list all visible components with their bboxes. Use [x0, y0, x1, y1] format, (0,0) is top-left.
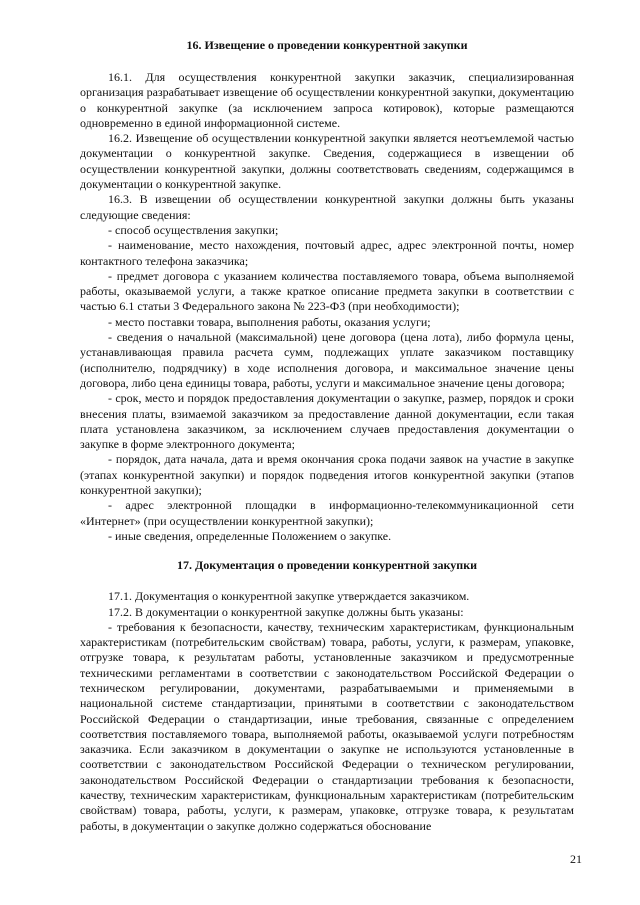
list-item-delivery-place: - место поставки товара, выполнения работы, оказания услуги; [108, 314, 431, 329]
paragraph-16-2: 16.2. Извещение об осуществлении конкурентной закупки является неотъемлемой частью документации о конкурентной закупке. Сведения, содержащиеся в извещении об осуществлении конкурентной закупки, должны соответствовать сведениям, содержащимся в документации о конкурентной закупке. [80, 131, 574, 192]
list-item-other-info: - иные сведения, определенные Положением о закупке. [108, 528, 392, 543]
section-17-title: 17. Документация о проведении конкурентной закупки [176, 558, 478, 573]
list-item-contract-subject: - предмет договора с указанием количества поставляемого товара, объема выполняемой работы, оказываемой услуги, а также краткое описание предмета закупки в соответствии с частью 6.1 статьи 3 Федерального закона № 223-ФЗ (при необходимости); [80, 268, 574, 314]
list-item-initial-price: - сведения о начальной (максимальной) цене договора (цена лота), либо формула цены, устанавливающая правила расчета сумм, подлежащих уплате заказчиком поставщику (исполнителю, подрядчику) в ходе исполнения договора, и максимальное значение цены договора, либо цена единицы товара, работы, услуги и максимальное значение цены договора; [80, 330, 574, 390]
section-16-title: 16. Извещение о проведении конкурентной закупки [186, 38, 468, 52]
paragraph-17-1: 17.1. Документация о конкурентной закупке утверждается заказчиком. [108, 589, 470, 604]
section-16-body [80, 70, 574, 544]
section-17-body [80, 589, 574, 834]
list-item-documentation-terms: - срок, место и порядок предоставления документации о закупке, размер, порядок и сроки внесения платы, взимаемой заказчиком за предоставление данной документации, если такая плата установлена заказчиком, за исключением случаев предоставления документации о закупке в форме электронного документа; [80, 391, 574, 452]
paragraph-16-3: 16.3. В извещении об осуществлении конкурентной закупки должны быть указаны следующие сведения: [80, 192, 574, 222]
list-item-customer-contacts: - наименование, место нахождения, почтовый адрес, адрес электронной почты, номер контактного телефона заказчика; [80, 238, 574, 268]
paragraph-17-2: 17.2. В документации о конкурентной закупке должны быть указаны: [108, 604, 464, 619]
page-number: 21 [570, 852, 582, 866]
list-item-electronic-platform: - адрес электронной площадки в информационно-телекоммуникационной сети «Интернет» (при осуществлении конкурентной закупки); [80, 498, 574, 528]
list-item-procurement-method: - способ осуществления закупки; [108, 222, 279, 237]
document-page [80, 38, 574, 834]
list-item-application-deadline: - порядок, дата начала, дата и время окончания срока подачи заявок на участие в закупке (этапах конкурентной закупки) и порядок подведения итогов конкурентной закупки (этапов конкурентной закупки); [80, 452, 574, 498]
list-item-requirements: - требования к безопасности, качеству, техническим характеристикам, функциональным характеристикам (потребительским свойствам) товара, работы, услуги, к размерам, упаковке, отгрузке товара, к результатам работы, установленные заказчиком и предусмотренные техническими регламентами в соответствии с законодательством Российской Федерации о техническом регулировании, документами, разрабатываемыми и применяемыми в национальной системе стандартизации, принятыми в соответствии с законодательством Российской Федерации о стандартизации, иные требования, связанные с определением соответствия поставляемого товара, выполняемой работы, оказываемой услуги потребностям заказчика. Если заказчиком в документации о закупке не используются установленные в соответствии с законодательством Российской Федерации о техническом регулировании, законодательством Российской Федерации о стандартизации требования к безопасности, качеству, техническим характеристикам, функциональным характеристикам (потребительским свойствам) товара, работы, услуги, к размерам, упаковке, отгрузке товара, к результатам работы, в документации о закупке должно содержаться обоснование [80, 619, 574, 833]
paragraph-16-1: 16.1. Для осуществления конкурентной закупки заказчик, специализированная организация разрабатывает извещение об осуществлении конкурентной закупки, документацию о конкурентной закупке (за исключением запроса котировок), которые размещаются одновременно в единой информационной системе. [80, 70, 574, 130]
